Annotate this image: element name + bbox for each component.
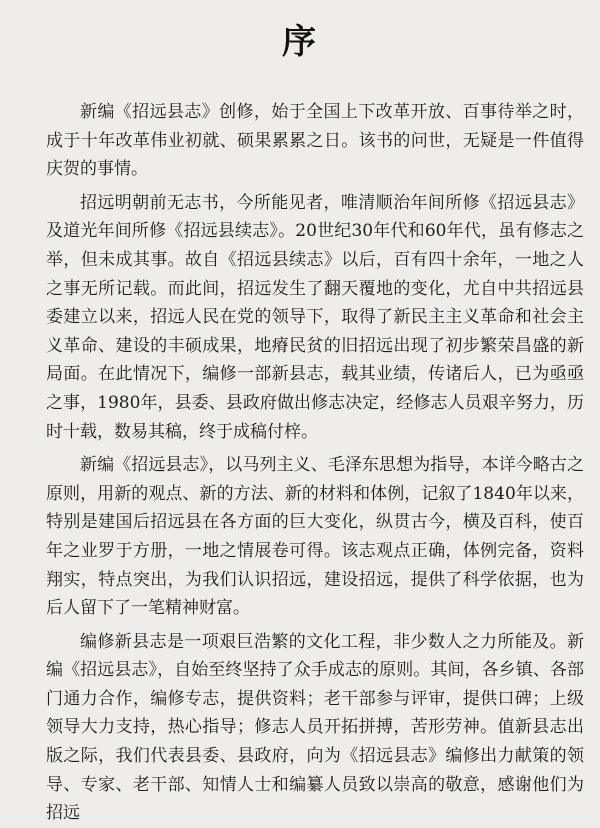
paragraph: 新编《招远县志》，以马列主义、毛泽东思想为指导，本详今略古之原则，用新的观点、新的方法、新的材料和体例，记叙了1840年以来，特别是建国后招远县在各方面的巨大变化，纵贯古今，横及百科，使百年之业罗于方册，一地之情展卷可得。该志观点正确，体例完备，资料翔实，特点突出，为我们认识招远，建设招远，提供了科学依据，也为后人留下了一笔精神财富。 xyxy=(46,455,584,619)
paragraph: 编修新县志是一项艰巨浩繁的文化工程，非少数人之力所能及。新编《招远县志》，自始至终坚持了众手成志的原则。其间，各乡镇、各部门通力合作，编修专志，提供资料；老干部参与评审，提供口碑；上级领导大力支持，热心指导；修志人员开拓拼搏，苦形劳神。值新县志出版之际，我们代表县委、县政府，向为《招远县志》编修出力献策的领导、专家、老干部、知情人士和编纂人员致以崇高的敬意，感谢他们为招远 xyxy=(46,631,584,824)
document-body xyxy=(46,98,584,828)
page-title: 序 xyxy=(282,22,318,62)
paragraph: 招远明朝前无志书，今所能见者，唯清顺治年间所修《招远县志》及道光年间所修《招远县续志》。20世纪30年代和60年代，虽有修志之举，但未成其事。故自《招远县续志》以后，百有四十余年，一地之人之事无所记载。而此间，招远发生了翻天覆地的变化，尤自中共招远县委建立以来，招远人民在党的领导下，取得了新民主主义革命和社会主义革命、建设的丰硕成果，地瘠民贫的旧招远出现了初步繁荣昌盛的新局面。在此情况下，编修一部新县志，载其业绩，传诸后人，已为亟亟之事，1980年，县委、县政府做出修志决定，经修志人员艰辛努力，历时十载，数易其稿，终于成稿付梓。 xyxy=(46,192,584,442)
paragraph: 新编《招远县志》创修，始于全国上下改革开放、百事待举之时，成于十年改革伟业初就、硕果累累之日。该书的问世，无疑是一件值得庆贺的事情。 xyxy=(46,102,584,180)
